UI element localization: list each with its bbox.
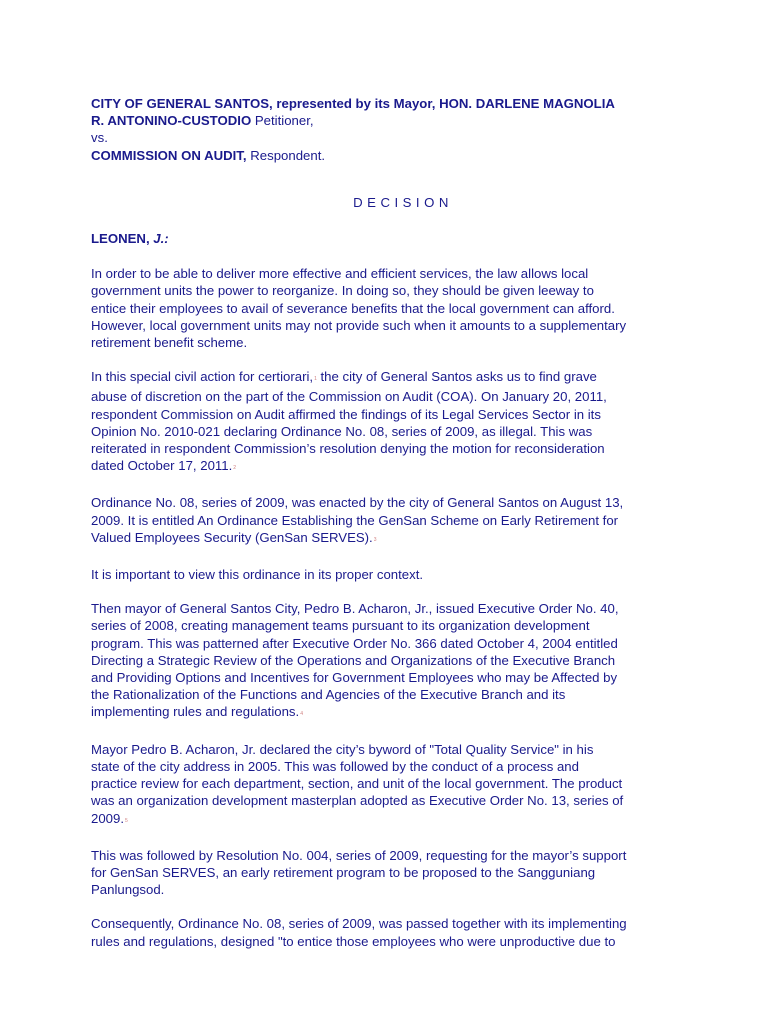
paragraph-3 [91, 494, 691, 549]
paragraph-text: Mayor Pedro B. Acharon, Jr. declared the city’s byword of "Total Quality Service" in his state of the city address in 2005. This was followed by the conduct of a process and practice review for each department, section, and unit of the local government. The product was an organization development masterplan adopted as Executive Order No. 13, series of 2009. [91, 741, 624, 826]
paragraph-7 [91, 847, 691, 899]
paragraph-8 [91, 915, 691, 949]
paragraph-2 [91, 368, 691, 477]
paragraph-text: It is important to view this ordinance in its proper context. [91, 567, 424, 583]
paragraph-text: In this special civil action for certiorari, [91, 369, 314, 385]
ponente [91, 230, 691, 247]
footnote-marker-3[interactable]: 3 [373, 536, 377, 543]
footnote-marker-4[interactable]: 4 [300, 711, 303, 718]
respondent-role: Respondent. [246, 147, 326, 163]
paragraph-6 [91, 741, 691, 830]
case-caption [91, 95, 691, 164]
petitioner-role: Petitioner, [251, 113, 314, 129]
petitioner-line-2 [91, 112, 691, 129]
paragraph-text: Consequently, Ordinance No. 08, series of 2009, was passed together with its implementing rules and regulations, designed "to entice those employees who were unproductive due to [91, 916, 627, 949]
respondent-line [91, 147, 691, 164]
paragraph-text-continued: the city of General Santos asks us to find grave abuse of discretion on the part of the Commission on Audit (COA). On January 20, 2011, respondent Commission on Audit affirmed the findings of its Legal Services Sector in its Opinion No. 2010-021 declaring Ordinance No. 08, series of 2009, as illegal. This was reiterated in respondent Commission’s resolution denying the motion for reconsideration dated October 17, 2011. [91, 369, 607, 474]
paragraph-text: Then mayor of General Santos City, Pedro B. Acharon, Jr., issued Executive Order No. 40, series of 2008, creating management teams pursuant to its organization development program. This was patterned after Executive Order No. 366 dated October 4, 2004 entitled Directing a Strategic Review of the Operations and Organizations of the Executive Branch and Providing Options and Incentives for Government Employees who may be Affected by the Rationalization of the Functions and Agencies of the Executive Branch and its implementing rules and regulations. [91, 601, 619, 720]
ponente-title: J.: [153, 231, 169, 247]
petitioner-name: CITY OF GENERAL SANTOS, represented by its Mayor, HON. DARLENE MAGNOLIA [91, 96, 615, 111]
paragraph-text: This was followed by Resolution No. 004, series of 2009, requesting for the mayor’s support for GenSan SERVES, an early retirement program to be proposed to the Sangguniang Panlungsod. [91, 847, 627, 898]
respondent-name: COMMISSION ON AUDIT, [91, 147, 247, 163]
petitioner-name-continued: R. ANTONINO-CUSTODIO [91, 113, 252, 129]
petitioner-line-1 [91, 95, 691, 112]
footnote-marker-2[interactable]: 2 [233, 465, 237, 472]
paragraph-4 [91, 566, 691, 583]
footnote-marker-5[interactable]: 5 [125, 817, 128, 824]
paragraph-1 [91, 265, 691, 351]
decision-heading: DECISION [353, 194, 453, 210]
paragraph-text: Ordinance No. 08, series of 2009, was enacted by the city of General Santos on August 13, 2009. It is entitled An Ordinance Establishing the GenSan Scheme on Early Retirement for Valued Employees Security (GenSan SERVES). [91, 495, 624, 545]
decision-document [91, 95, 691, 950]
paragraph-5 [91, 600, 691, 723]
versus-label: vs. [91, 130, 108, 146]
ponente-name: LEONEN, [91, 231, 150, 247]
footnote-marker-1[interactable]: 1 [314, 376, 317, 383]
paragraph-text: In order to be able to deliver more effective and efficient services, the law allows local government units the power to reorganize. In doing so, they should be given leeway to entice their employees to avail of severance benefits that the local government can afford. However, local government units may not provide such when it amounts to a supplementary retirement benefit scheme. [91, 266, 627, 351]
